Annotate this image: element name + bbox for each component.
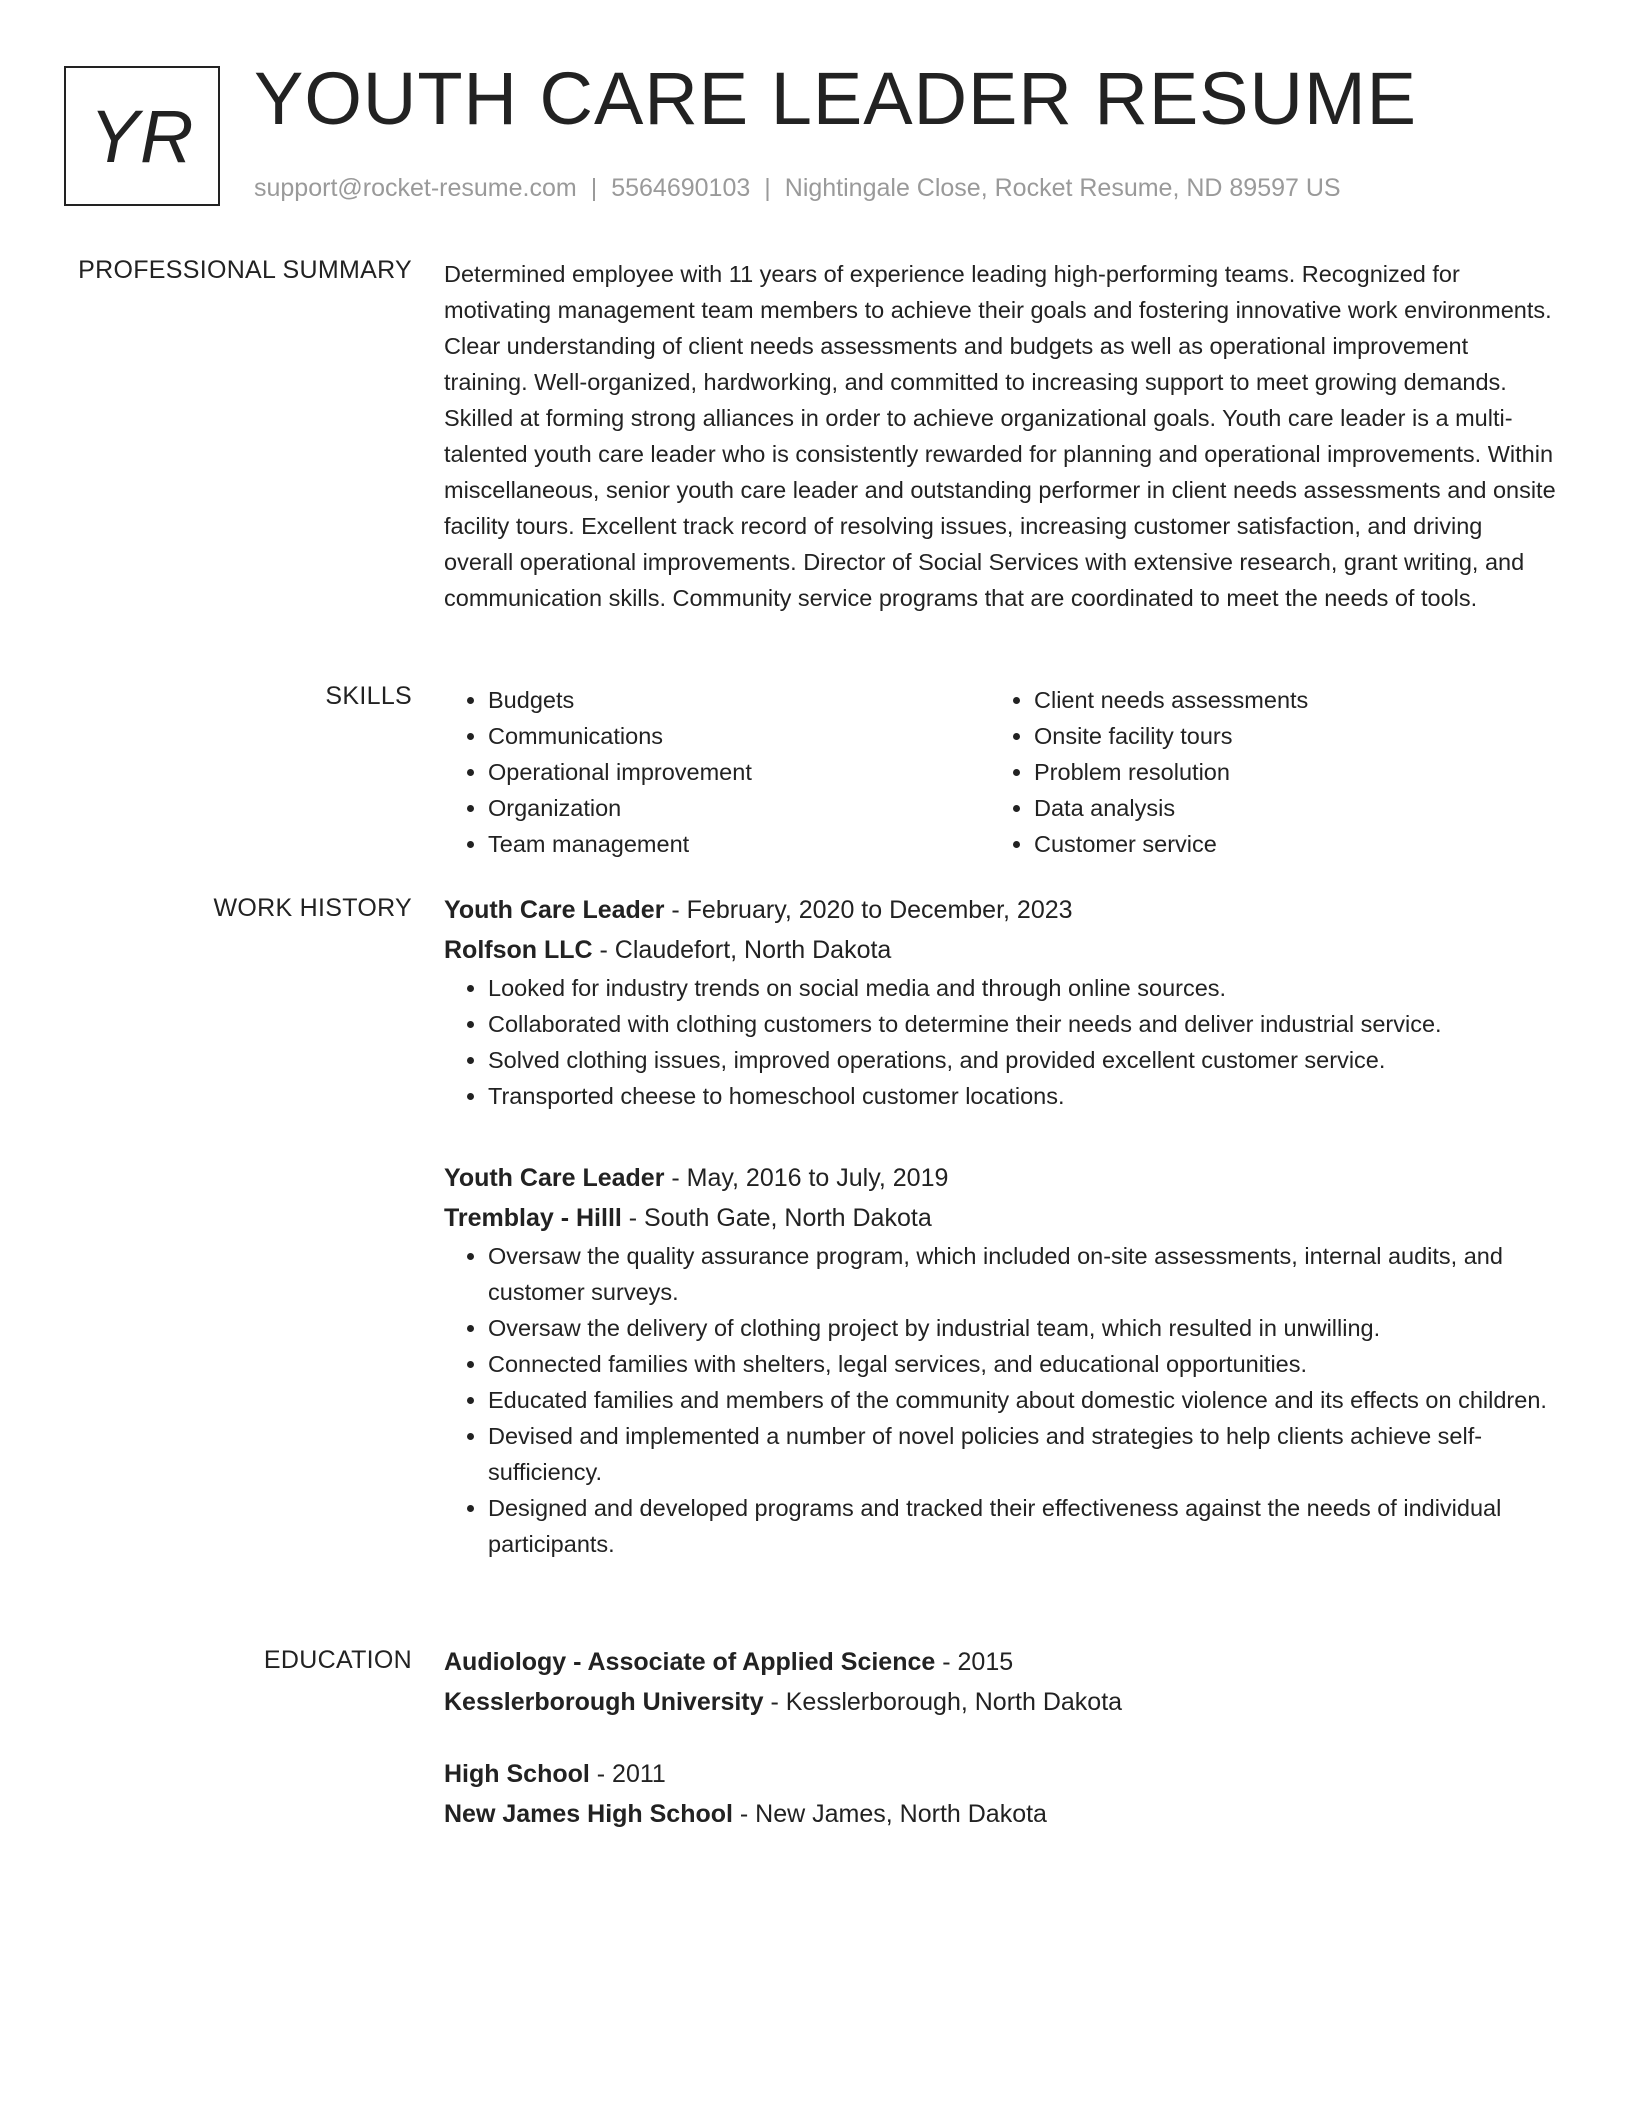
job-bullet: • Designed and developed programs and tracked their effectiveness against the needs of individual participants. [488,1490,1556,1562]
section-label-skills: SKILLS [325,682,412,710]
contact-line [254,174,1341,203]
job-dates: - February, 2020 to December, 2023 [664,896,1073,924]
skill-item: • Customer service [1034,826,1536,862]
skill-item: • Onsite facility tours [1034,718,1536,754]
summary-text: Determined employee with 11 years of experience leading high-performing teams. Recognized for motivating management team members to achieve their goals and fostering innovative work environments. Clear understanding of client needs assessments and budgets as well as operational improvement training. Well-organized, hardworking, and committed to increasing support to meet growing demands. Skilled at forming strong alliances in order to achieve organizational goals. Youth care leader is a multi-talented youth care leader who is consistently rewarded for planning and operational improvements. Within miscellaneous, senior youth care leader and outstanding performer in client needs assessments and onsite facility tours. Excellent track record of resolving issues, increasing customer satisfaction, and driving overall operational improvements. Director of Social Services with extensive research, grant writing, and communication skills. Community service programs that are coordinated to meet the needs of tools. [444,261,1556,611]
education-location: - New James, North Dakota [732,1800,1047,1828]
job-title-line [444,890,1556,930]
job-bullets [444,970,1556,1114]
education-year: - 2015 [935,1648,1014,1676]
job-bullet: • Transported cheese to homeschool customer locations. [488,1078,1556,1114]
skill-item: • Team management [488,826,990,862]
job-title: Youth Care Leader [444,896,665,924]
job-company-line [444,930,1556,970]
skill-item: • Organization [488,790,990,826]
page-title: YOUTH CARE LEADER RESUME [254,57,1417,140]
job-bullet: • Connected families with shelters, legal services, and educational opportunities. [488,1346,1556,1382]
job-location: - South Gate, North Dakota [621,1204,932,1232]
job-bullet: • Looked for industry trends on social media and through online sources. [488,970,1556,1006]
section-label-education: EDUCATION [263,1646,412,1674]
job-entry [444,1158,1556,1562]
monogram: YR [64,66,220,206]
skill-item: • Data analysis [1034,790,1536,826]
skills-grid [444,682,1556,862]
job-entry [444,890,1556,1114]
education-location: - Kesslerborough, North Dakota [763,1688,1123,1716]
contact-phone[interactable]: 5564690103 [611,174,751,202]
job-company-line [444,1198,1556,1238]
contact-separator: | [590,174,598,202]
contact-separator: | [764,174,771,202]
job-bullet: • Oversaw the delivery of clothing project by industrial team, which resulted in unwilling. [488,1310,1556,1346]
education-degree-line [444,1642,1556,1682]
education-entry [444,1754,1556,1834]
education-year: - 2011 [589,1760,666,1788]
education-entry [444,1642,1556,1722]
education-school-line [444,1794,1556,1834]
job-location: - Claudefort, North Dakota [592,936,892,964]
job-bullet: • Devised and implemented a number of novel policies and strategies to help clients achieve self-sufficiency. [488,1418,1556,1490]
job-bullet: • Solved clothing issues, improved operations, and provided excellent customer service. [488,1042,1556,1078]
skill-item: • Client needs assessments [1034,682,1536,718]
skills-column-1 [444,682,990,862]
skill-item: • Operational improvement [488,754,990,790]
skill-item: • Problem resolution [1034,754,1536,790]
contact-email[interactable]: support@rocket-resume.com [254,174,577,202]
job-bullet: • Educated families and members of the community about domestic violence and its effects on children. [488,1382,1556,1418]
job-dates: - May, 2016 to July, 2019 [664,1164,949,1192]
education-school-line [444,1682,1556,1722]
section-label-work: WORK HISTORY [213,894,412,922]
job-bullets [444,1238,1556,1562]
skills-body [444,682,1556,862]
skill-item: • Communications [488,718,990,754]
education-degree: Audiology - Associate of Applied Science [444,1648,936,1676]
summary-body [444,256,1556,616]
skill-item: • Budgets [488,682,990,718]
skills-column-2 [990,682,1536,862]
education-school: Kesslerborough University [444,1688,764,1716]
job-bullet: • Collaborated with clothing customers to determine their needs and deliver industrial service. [488,1006,1556,1042]
job-company: Tremblay - Hilll [444,1204,622,1232]
education-degree: High School [444,1760,590,1788]
job-bullet: • Oversaw the quality assurance program, which included on-site assessments, internal audits, and customer surveys. [488,1238,1556,1310]
contact-address: Nightingale Close, Rocket Resume, ND 89597 US [784,174,1341,202]
education-degree-line [444,1754,1556,1794]
job-company: Rolfson LLC [444,936,593,964]
job-title-line [444,1158,1556,1198]
education-school: New James High School [444,1800,733,1828]
job-title: Youth Care Leader [444,1164,665,1192]
section-label-summary: PROFESSIONAL SUMMARY [78,256,412,284]
